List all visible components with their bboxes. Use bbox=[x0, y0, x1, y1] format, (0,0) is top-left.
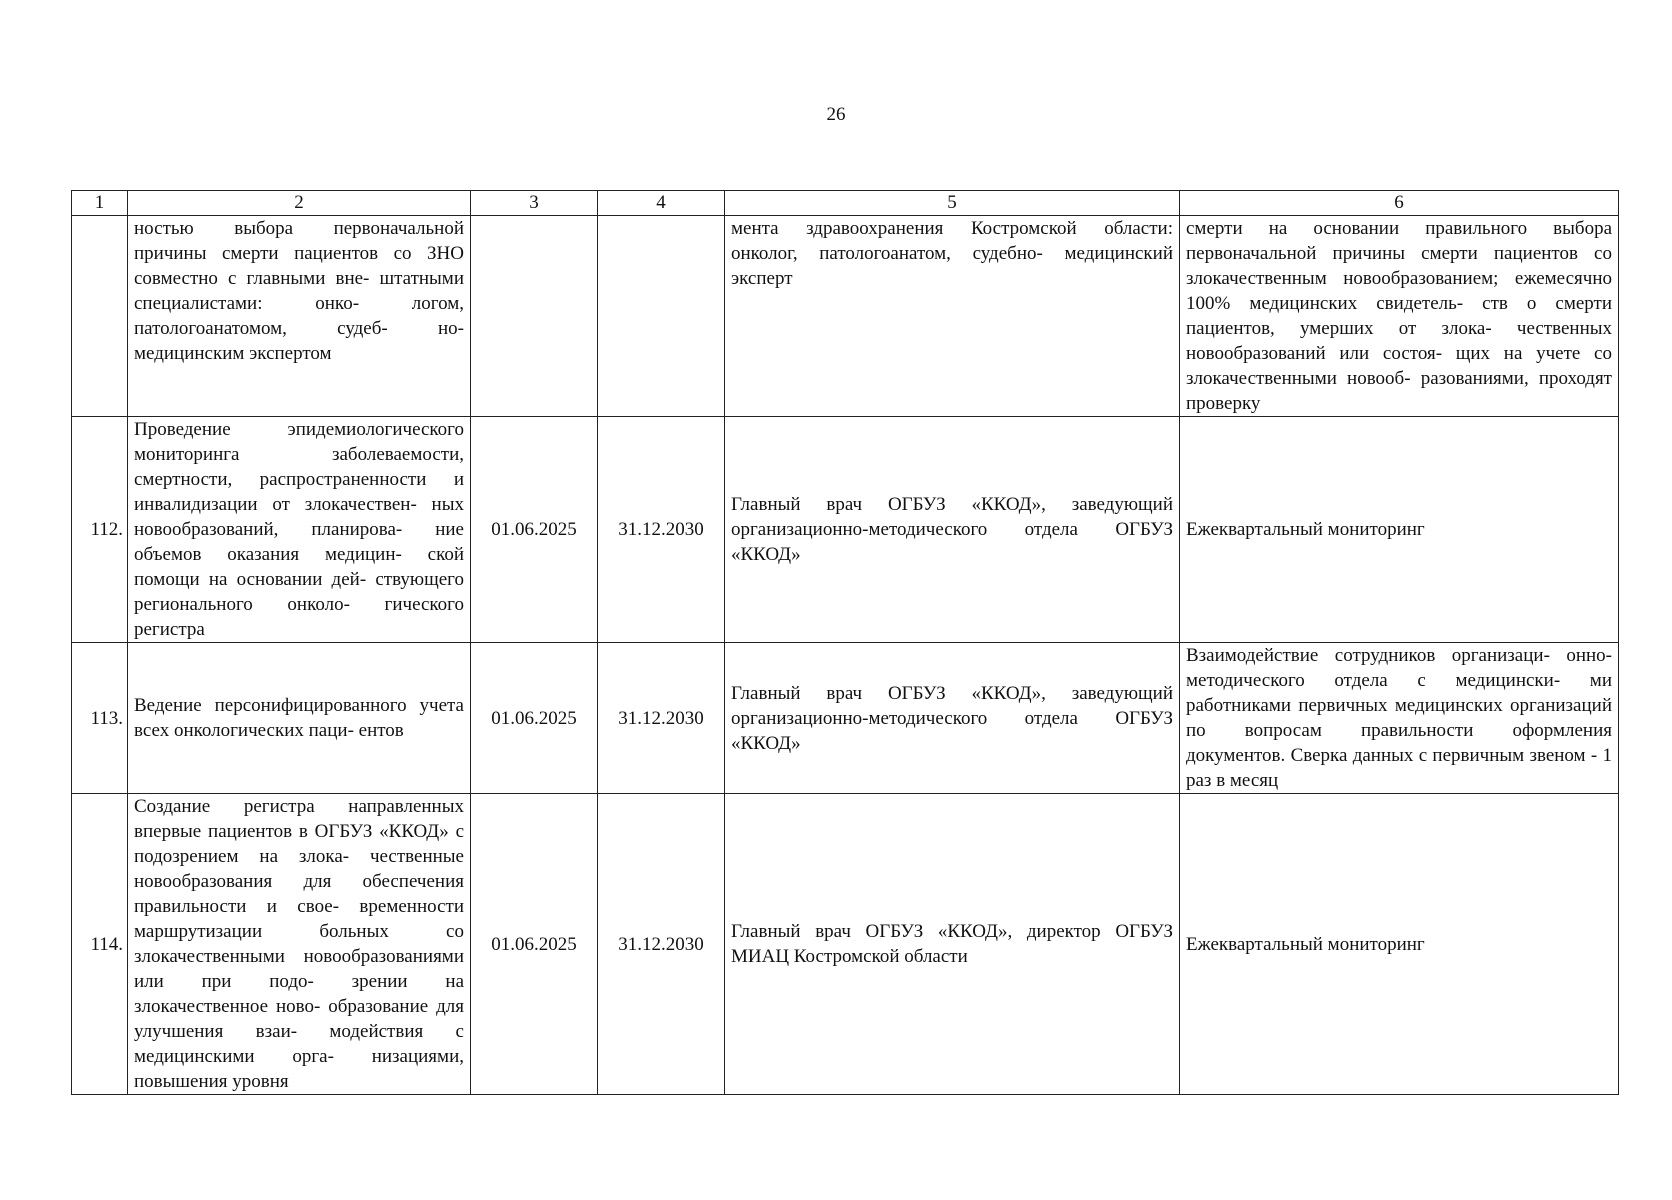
table-row bbox=[72, 794, 1619, 1095]
result-cell: Ежеквартальный мониторинг bbox=[1180, 417, 1619, 643]
measures-table bbox=[71, 190, 1619, 1095]
row-number: 114. bbox=[72, 794, 128, 1095]
action-cell: Проведение эпидемиологического мониторинга заболеваемости, смертности, распространенности и инвалидизации от злокачествен- ных новообразований, планирова- ние объемов оказания медицин- ской помощи на основании дей- ствующего регионального онколо- гического регистра bbox=[128, 417, 471, 643]
column-number-row bbox=[72, 191, 1619, 216]
end-date-cell: 31.12.2030 bbox=[598, 643, 725, 794]
page-number: 26 bbox=[826, 104, 846, 125]
start-date-cell bbox=[471, 216, 598, 417]
responsible-cell: Главный врач ОГБУЗ «ККОД», директор ОГБУЗ МИАЦ Костромской области bbox=[725, 794, 1180, 1095]
column-number-3: 3 bbox=[471, 191, 598, 216]
column-number-4: 4 bbox=[598, 191, 725, 216]
table-row bbox=[72, 216, 1619, 417]
end-date-cell: 31.12.2030 bbox=[598, 794, 725, 1095]
action-cell: Ведение персонифицированного учета всех онкологических паци- ентов bbox=[128, 643, 471, 794]
end-date-cell bbox=[598, 216, 725, 417]
row-number: 112. bbox=[72, 417, 128, 643]
end-date-cell: 31.12.2030 bbox=[598, 417, 725, 643]
start-date-cell: 01.06.2025 bbox=[471, 643, 598, 794]
result-cell: смерти на основании правильного выбора первоначальной причины смерти пациентов со злокачественным новообразованием; ежемесячно 100% медицинских свидетель- ств о смерти пациентов, умерших от злока- чественных новообразований или состоя- щих на учете со злокачественными новооб- разованиями, проходят проверку bbox=[1180, 216, 1619, 417]
responsible-cell: Главный врач ОГБУЗ «ККОД», заведующий организационно-методического отдела ОГБУЗ «ККОД» bbox=[725, 417, 1180, 643]
row-number bbox=[72, 216, 128, 417]
column-number-5: 5 bbox=[725, 191, 1180, 216]
action-cell: Создание регистра направленных впервые пациентов в ОГБУЗ «ККОД» с подозрением на злока- чественные новообразования для обеспечения правильности и свое- временности маршрутизации больных со злокачественными новообразованиями или при подо- зрении на злокачественное ново- образование для улучшения взаи- модействия с медицинскими орга- низациями, повышения уровня bbox=[128, 794, 471, 1095]
table-row bbox=[72, 417, 1619, 643]
result-cell: Ежеквартальный мониторинг bbox=[1180, 794, 1619, 1095]
table-row bbox=[72, 643, 1619, 794]
column-number-1: 1 bbox=[72, 191, 128, 216]
column-number-6: 6 bbox=[1180, 191, 1619, 216]
row-number: 113. bbox=[72, 643, 128, 794]
responsible-cell: мента здравоохранения Костромской области: онколог, патологоанатом, судебно- медицинский эксперт bbox=[725, 216, 1180, 417]
action-cell: ностью выбора первоначальной причины смерти пациентов со ЗНО совместно с главными вне- штатными специалистами: онко- логом, патологоанатомом, судеб- но-медицинским экспертом bbox=[128, 216, 471, 417]
column-number-2: 2 bbox=[128, 191, 471, 216]
result-cell: Взаимодействие сотрудников организаци- онно-методического отдела с медицински- ми работниками первичных медицинских организаций по вопросам правильности оформления документов. Сверка данных с первичным звеном - 1 раз в месяц bbox=[1180, 643, 1619, 794]
start-date-cell: 01.06.2025 bbox=[471, 417, 598, 643]
start-date-cell: 01.06.2025 bbox=[471, 794, 598, 1095]
responsible-cell: Главный врач ОГБУЗ «ККОД», заведующий организационно-методического отдела ОГБУЗ «ККОД» bbox=[725, 643, 1180, 794]
